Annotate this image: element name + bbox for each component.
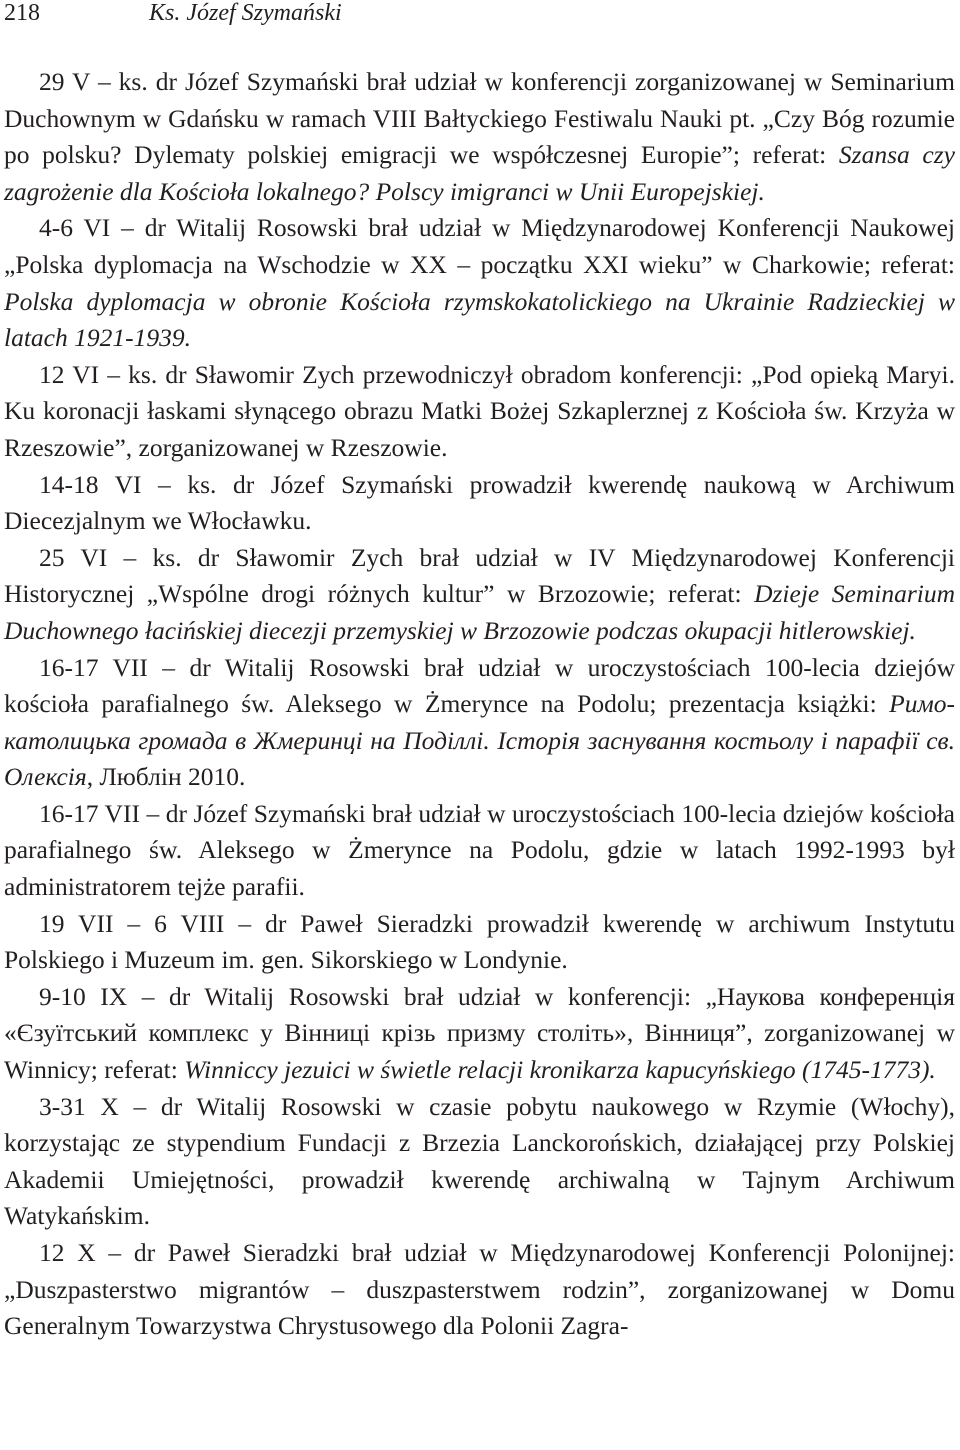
chronicle-entries: [4, 64, 955, 1345]
chronicle-entry: [4, 64, 955, 210]
chronicle-entry: [4, 650, 955, 796]
page-number: 218: [4, 0, 40, 26]
entry-text: 9-10 IX – dr Witalij Rosowski brał udział w konferencji: „Наукова конференція «Єзуїтський комплекс у Вінниці крізь призму століть», Вінниця”, zorganizowanej w Winnicy; referat:: [4, 981, 955, 1085]
entry-text: 3-31 X – dr Witalij Rosowski w czasie pobytu naukowego w Rzymie (Włochy), korzystając ze stypendium Fundacji z Brzezia Lanckorońskich, działającej przy Polskiej Akademii Umiejętności, prowadził kwerendę archiwalną w Tajnym Archiwum Watykańskim.: [4, 1091, 955, 1231]
entry-italic-title: Polska dyplomacja w obronie Kościoła rzymskokatolickiego na Ukrainie Radzieckiej w latach 1921-1939.: [4, 286, 955, 353]
running-title: Ks. Józef Szymański: [149, 0, 342, 26]
chronicle-entry: [4, 906, 955, 979]
chronicle-entry: [4, 1235, 955, 1345]
entry-text: 4-6 VI – dr Witalij Rosowski brał udział w Międzynarodowej Konferencji Naukowej „Polska dyplomacja na Wschodzie w XX – początku XXI wieku” w Charkowie; referat:: [4, 213, 955, 279]
chronicle-entry: [4, 979, 955, 1089]
entry-text: 12 VI – ks. dr Sławomir Zych przewodniczył obradom konferencji: „Pod opieką Maryi. Ku koronacji łaskami słynącego obrazu Matki Bożej Szkaplerznej z Kościoła św. Krzyża w Rzeszowie”, zorganizowanej w Rzeszowie.: [4, 359, 955, 462]
chronicle-entry: [4, 357, 955, 467]
chronicle-entry: [4, 796, 955, 906]
chronicle-entry: [4, 540, 955, 650]
entry-text: 29 V – ks. dr Józef Szymański brał udział w konferencji zorganizowanej w Seminarium Duchownym w Gdańsku w ramach VIII Bałtyckiego Festiwalu Nauki pt. „Czy Bóg rozumie po polsku? Dylematy polskiej emigracji we współczesnej Europie”; referat:: [4, 67, 955, 170]
chronicle-entry: [4, 467, 955, 540]
entry-italic-title: Szansa czy zagrożenie dla Kościoła lokalnego? Polscy imigranci w Unii Europejskiej.: [4, 140, 955, 206]
entry-text: 14-18 VI – ks. dr Józef Szymański prowadził kwerendę naukową w Archiwum Diecezjalnym we Włocławku.: [4, 469, 955, 536]
entry-italic-title: Winniccy jezuici w świetle relacji kronikarza kapucyńskiego (1745-1773).: [184, 1055, 936, 1085]
entry-text: 19 VII – 6 VIII – dr Paweł Sieradzki prowadził kwerendę w archiwum Instytutu Polskiego i Muzeum im. gen. Sikorskiego w Londynie.: [4, 908, 955, 975]
entry-italic-title: Dzieje Seminarium Duchownego łacińskiej diecezji przemyskiej w Brzozowie podczas okupacji hitlerowskiej.: [4, 579, 955, 645]
entry-text: , Люблін 2010.: [86, 762, 246, 792]
entry-text: 12 X – dr Paweł Sieradzki brał udział w Międzynarodowej Konferencji Polonijnej: „Duszpasterstwo migrantów – duszpasterstwem rodzin”, zorganizowanej w Domu Generalnym Towarzystwa Chrystusowego dla Polonii Zagra-: [4, 1238, 955, 1341]
chronicle-entry: [4, 210, 955, 356]
entry-italic-title: Римо-католицька громада в Жмеринці на Поділлі. Історія заснування костьолу і парафії св. Олексія: [4, 689, 955, 792]
entry-text: 25 VI – ks. dr Sławomir Zych brał udział w IV Międzynarodowej Konferencji Historycznej „Wspólne drogi różnych kultur” w Brzozowie; referat:: [4, 542, 955, 609]
chronicle-entry: [4, 1089, 955, 1235]
running-head: [4, 0, 955, 38]
entry-text: 16-17 VII – dr Witalij Rosowski brał udział w uroczystościach 100-lecia dziejów kościoła parafialnego św. Aleksego w Żmerynce na Podolu; prezentacja książki:: [4, 652, 955, 719]
entry-text: 16-17 VII – dr Józef Szymański brał udział w uroczystościach 100-lecia dziejów kościoła parafialnego św. Aleksego w Żmerynce na Podolu, gdzie w latach 1992-1993 był administratorem tejże parafii.: [4, 798, 955, 902]
